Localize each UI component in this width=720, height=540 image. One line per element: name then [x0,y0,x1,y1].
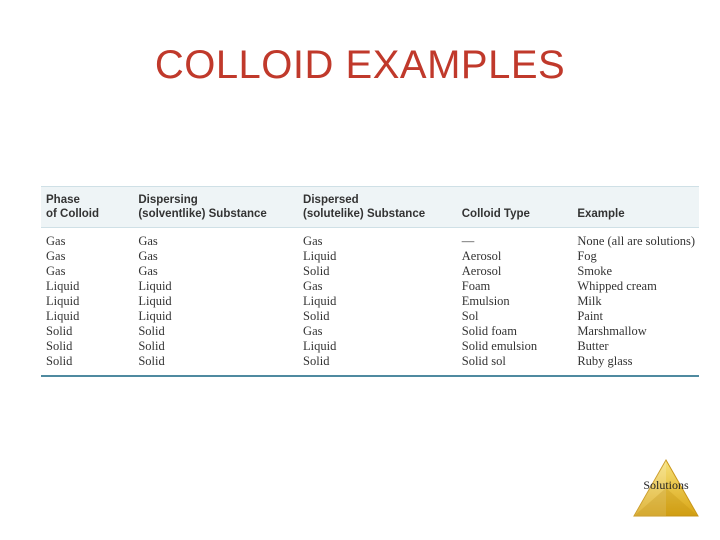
slide-title-container [0,40,720,90]
cell-example: Whipped cream [577,279,657,293]
table-row [41,228,699,250]
header-example [572,187,699,228]
cell-colloid-type: Emulsion [461,294,510,308]
cell-dispersed: Gas [303,234,323,248]
cell-colloid-type: Solid foam [461,324,517,338]
cell-dispersing: Liquid [138,294,172,308]
header-dispersed [298,187,457,228]
table-row [41,339,699,354]
cell-colloid-type: Solid sol [461,354,506,368]
cell-example: Milk [577,294,602,308]
table-row [41,264,699,279]
cell-phase: Solid [46,339,73,353]
cell-example: None (all are solutions) [577,234,695,248]
cell-phase: Solid [46,324,73,338]
cell-dispersed: Gas [303,279,323,293]
solutions-nav-label: Solutions [643,478,689,492]
cell-phase: Gas [46,234,66,248]
cell-example: Butter [577,339,609,353]
cell-dispersed: Solid [303,264,330,278]
table-body [41,228,699,376]
header-colloid-type [457,187,573,228]
cell-dispersing: Gas [138,264,158,278]
cell-phase: Liquid [46,294,80,308]
cell-example: Ruby glass [577,354,633,368]
cell-phase: Liquid [46,279,80,293]
header-dispersed-line1: Dispersed [303,194,359,206]
cell-dispersed: Liquid [303,339,337,353]
table-row [41,309,699,324]
table-bottom-rule [41,375,699,377]
cell-phase: Gas [46,249,66,263]
cell-colloid-type: Sol [461,309,479,323]
cell-colloid-type: Aerosol [461,264,502,278]
header-colloid-type-label: Colloid Type [461,208,530,220]
header-phase-line1: Phase [46,194,80,206]
cell-colloid-type: — [461,234,475,248]
header-example-label: Example [577,208,625,220]
header-dispersing-line1: Dispersing [138,194,198,206]
table-row [41,279,699,294]
cell-dispersing: Solid [138,354,165,368]
header-phase [41,187,133,228]
cell-example: Marshmallow [577,324,647,338]
colloid-table [41,186,699,375]
cell-dispersing: Gas [138,249,158,263]
table-row [41,324,699,339]
colloid-table-container [41,186,699,377]
cell-phase: Liquid [46,309,80,323]
cell-phase: Gas [46,264,66,278]
cell-dispersing: Gas [138,234,158,248]
cell-phase: Solid [46,354,73,368]
slide-title: COLLOID EXAMPLES [154,42,566,87]
cell-colloid-type: Aerosol [461,249,502,263]
cell-dispersed: Liquid [303,294,337,308]
cell-example: Fog [577,249,597,263]
cell-dispersing: Solid [138,324,165,338]
solutions-nav-button[interactable] [632,458,700,518]
cell-dispersed: Solid [303,354,330,368]
table-row [41,249,699,264]
cell-dispersing: Solid [138,339,165,353]
header-phase-line2: of Colloid [46,208,100,220]
cell-dispersed: Solid [303,309,330,323]
table-header [41,187,699,228]
header-dispersing-line2: (solventlike) Substance [138,208,267,220]
table-row [41,294,699,309]
cell-colloid-type: Solid emulsion [461,339,538,353]
cell-dispersed: Liquid [303,249,337,263]
cell-colloid-type: Foam [461,279,491,293]
header-dispersing [133,187,298,228]
cell-dispersed: Gas [303,324,323,338]
header-row [41,187,699,228]
cell-example: Paint [577,309,604,323]
header-dispersed-line2: (solutelike) Substance [303,208,426,220]
cell-dispersing: Liquid [138,309,172,323]
cell-example: Smoke [577,264,613,278]
table-row [41,354,699,375]
cell-dispersing: Liquid [138,279,172,293]
